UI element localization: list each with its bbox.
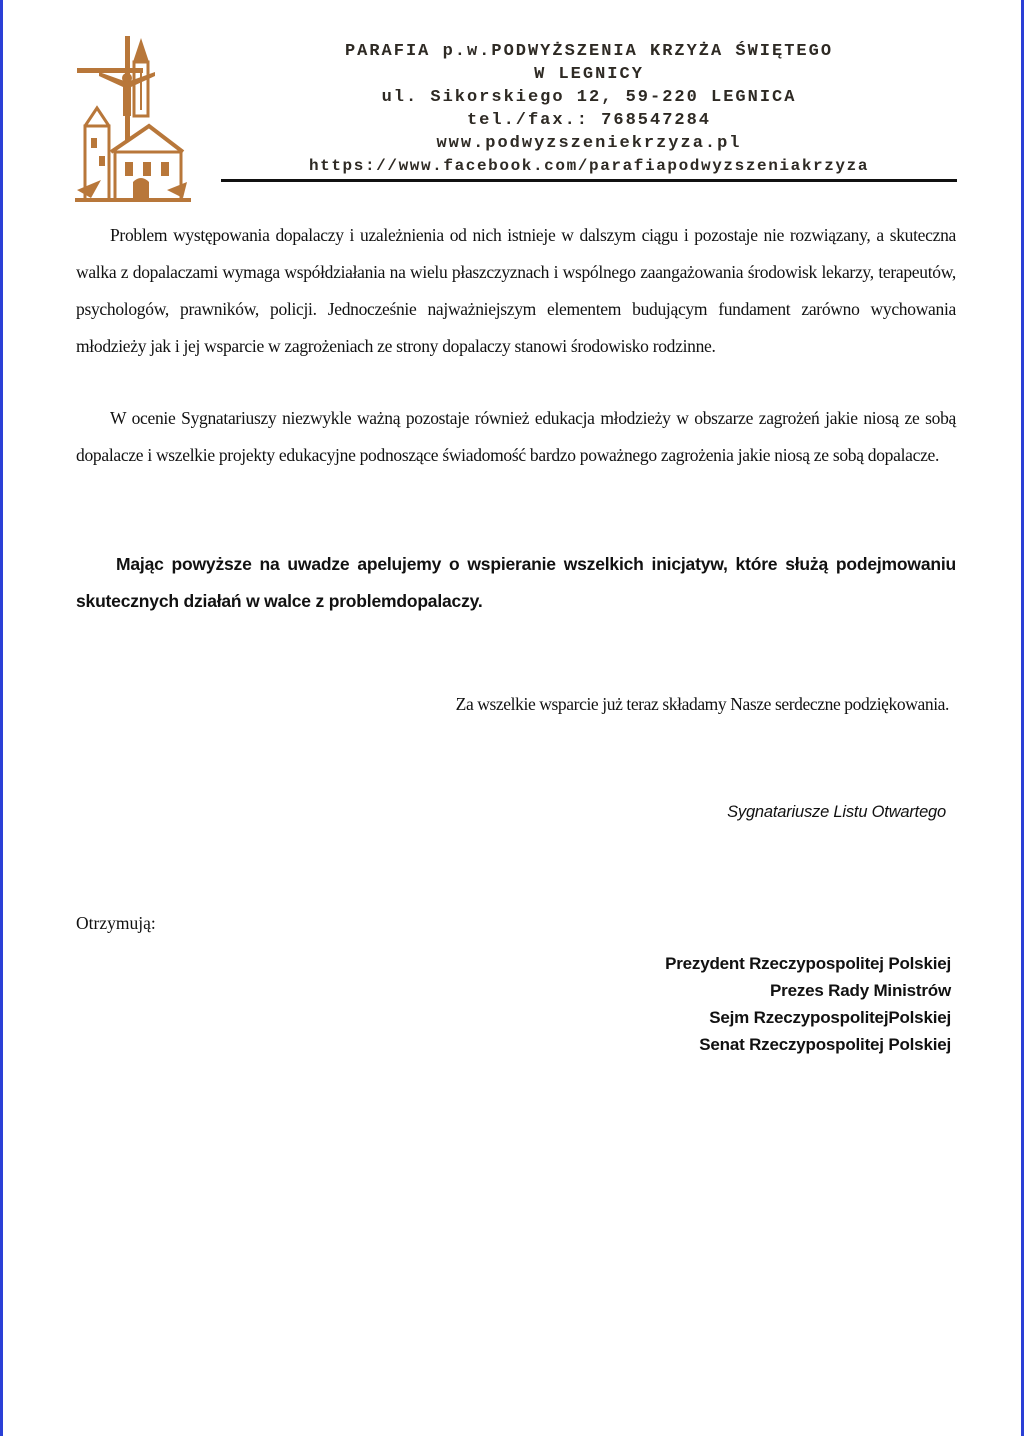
parish-facebook: https://www.facebook.com/parafiapodwyzszeniakrzyza: [221, 155, 957, 182]
thanks-line: Za wszelkie wsparcie już teraz składamy Nasze serdeczne podziękowania.: [455, 694, 949, 714]
parish-letterhead: [221, 40, 957, 182]
signature: Sygnatariusze Listu Otwartego: [727, 803, 946, 821]
church-crucifix-logo-icon: [71, 30, 193, 208]
recipients-label: Otrzymują:: [76, 913, 156, 933]
parish-city: W LEGNICY: [534, 65, 644, 84]
body-paragraph-2: W ocenie Sygnatariuszy niezwykle ważną pozostaje również edukacja młodzieży w obszarze zagrożeń jakie niosą ze sobą dopalacze i wszelkie projekty edukacyjne podnoszące świadomość bardzo poważnego zagrożenia jakie niosą ze sobą dopalacze.: [76, 408, 956, 465]
appeal-paragraph: Mając powyższe na uwadze apelujemy o wspieranie wszelkich inicjatyw, które służą podejmowaniu skutecznych działań w walce z problemdopalaczy.: [76, 554, 956, 611]
recipient-item: Sejm RzeczypospolitejPolskiej: [709, 1008, 951, 1027]
recipient-item: Prezes Rady Ministrów: [770, 981, 951, 1000]
recipients-list: [665, 950, 951, 1058]
body-paragraph-1: Problem występowania dopalaczy i uzależnienia od nich istnieje w dalszym ciągu i pozostaje nie rozwiązany, a skuteczna walka z dopalaczami wymaga współdziałania na wielu płaszczyznach i wspólnego zaangażowania środowisk lekarzy, terapeutów, psychologów, prawników, policji. Jednocześnie najważniejszym elementem budującym fundament zarówno wychowania młodzieży jak i jej wsparcie w zagrożeniach ze strony dopalaczy stanowi środowisko rodzinne.: [76, 225, 956, 356]
recipient-item: Prezydent Rzeczypospolitej Polskiej: [665, 954, 951, 973]
parish-address: ul. Sikorskiego 12, 59-220 LEGNICA: [381, 88, 797, 107]
body-paragraph-1-block: [76, 217, 956, 365]
recipient-item: Senat Rzeczypospolitej Polskiej: [699, 1035, 951, 1054]
parish-name: PARAFIA p.w.PODWYŻSZENIA KRZYŻA ŚWIĘTEGO: [344, 42, 834, 61]
parish-website: www.podwyzszeniekrzyza.pl: [436, 134, 742, 153]
appeal-block: [76, 546, 956, 620]
parish-phone: tel./fax.: 768547284: [466, 111, 712, 130]
body-paragraph-2-block: [76, 400, 956, 474]
